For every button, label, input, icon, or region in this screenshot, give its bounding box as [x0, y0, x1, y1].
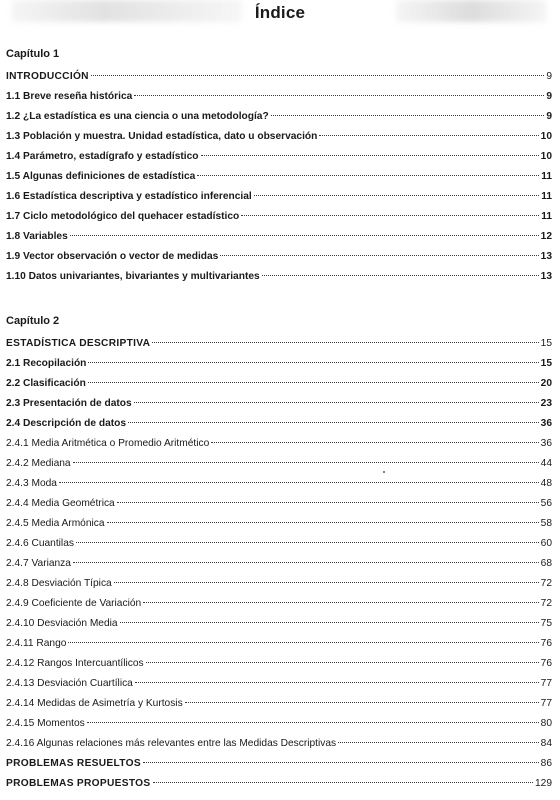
dot-leader: [197, 175, 539, 176]
dot-leader: [117, 502, 539, 503]
dot-leader: [88, 382, 539, 383]
toc-entry-label: 2.4.7 Varianza: [6, 558, 71, 569]
toc-entry-page: 129: [535, 778, 552, 789]
toc-entry-page: 13: [540, 251, 552, 262]
dot-leader: [143, 602, 538, 603]
toc-entry-label: 2.4.2 Mediana: [6, 458, 71, 469]
toc-entry-page: 12: [540, 231, 552, 242]
toc-entry-1-6[interactable]: [6, 187, 552, 207]
dot-leader: [153, 782, 534, 783]
toc-entry-1-1[interactable]: [6, 87, 552, 107]
toc-entry-label: ESTADÍSTICA DESCRIPTIVA: [6, 338, 151, 349]
toc-entry-label: 2.4.5 Media Armónica: [6, 518, 105, 529]
dot-leader: [262, 275, 539, 276]
toc-entry-problemas-resueltos[interactable]: [6, 754, 552, 774]
dot-leader: [76, 542, 539, 543]
toc-entry-2-4-15[interactable]: [6, 714, 552, 734]
toc-entry-page: 23: [540, 398, 552, 409]
toc-entry-label: 1.8 Variables: [6, 231, 68, 242]
dot-leader: [201, 155, 539, 156]
toc-entry-page: 20: [540, 378, 552, 389]
toc-entry-introduccion[interactable]: [6, 67, 552, 87]
toc-entry-page: 76: [540, 658, 552, 669]
toc-entry-2-4-9[interactable]: [6, 594, 552, 614]
toc-entry-1-2[interactable]: [6, 107, 552, 127]
toc-entry-estadistica-descriptiva[interactable]: [6, 334, 552, 354]
toc-entry-2-4-11[interactable]: [6, 634, 552, 654]
toc-entry-2-4-4[interactable]: [6, 494, 552, 514]
toc-entry-1-7[interactable]: [6, 207, 552, 227]
toc-entry-page: 77: [540, 678, 552, 689]
toc-entry-label: 2.4.3 Moda: [6, 478, 57, 489]
toc-entry-2-4-12[interactable]: [6, 654, 552, 674]
toc-entry-label: 1.2 ¿La estadística es una ciencia o una metodología?: [6, 111, 269, 122]
toc-entry-page: 13: [540, 271, 552, 282]
dot-leader: [88, 362, 538, 363]
toc-entry-label: 2.2 Clasificación: [6, 378, 86, 389]
chapter-2-heading: Capítulo 2: [6, 315, 60, 327]
toc-entry-label: 2.4.6 Cuantilas: [6, 538, 74, 549]
toc-entry-2-4-13[interactable]: [6, 674, 552, 694]
toc-entry-2-4[interactable]: [6, 414, 552, 434]
toc-entry-page: 76: [540, 638, 552, 649]
toc-entry-2-4-7[interactable]: [6, 554, 552, 574]
dot-leader: [68, 642, 538, 643]
toc-entry-page: 11: [541, 211, 552, 222]
toc-entry-page: 15: [540, 338, 552, 349]
toc-entry-label: 1.3 Población y muestra. Unidad estadística, dato u observación: [6, 131, 318, 142]
dot-leader: [220, 255, 538, 256]
dot-leader: [319, 135, 538, 136]
toc-entry-label: 2.4.8 Desviación Típica: [6, 578, 112, 589]
table-of-contents: [6, 46, 552, 794]
toc-entry-2-4-14[interactable]: [6, 694, 552, 714]
dot-leader: [241, 215, 539, 216]
toc-entry-page: 60: [540, 538, 552, 549]
toc-entry-2-4-16[interactable]: [6, 734, 552, 754]
dot-leader: [338, 742, 539, 743]
toc-entry-page: 9: [546, 111, 552, 122]
dot-leader: [70, 235, 539, 236]
toc-entry-page: 11: [541, 191, 552, 202]
toc-entry-page: 72: [540, 598, 552, 609]
toc-entry-label: 2.3 Presentación de datos: [6, 398, 132, 409]
toc-entry-label: 2.4.1 Media Aritmética o Promedio Aritmético: [6, 438, 210, 449]
page-title: Índice: [254, 3, 306, 22]
toc-entry-problemas-propuestos[interactable]: [6, 774, 552, 794]
dot-leader: [59, 482, 539, 483]
toc-entry-label: INTRODUCCIÓN: [6, 71, 89, 82]
toc-entry-label: 2.4.15 Momentos: [6, 718, 85, 729]
toc-entry-page: 86: [540, 758, 552, 769]
toc-entry-2-2[interactable]: [6, 374, 552, 394]
dot-leader: [73, 462, 539, 463]
toc-entry-page: 44: [540, 458, 552, 469]
toc-entry-page: 75: [540, 618, 552, 629]
toc-entry-1-5[interactable]: [6, 167, 552, 187]
toc-entry-2-4-10[interactable]: [6, 614, 552, 634]
toc-entry-1-8[interactable]: [6, 227, 552, 247]
toc-entry-label: 2.4.14 Medidas de Asimetría y Kurtosis: [6, 698, 183, 709]
dot-leader: [128, 422, 539, 423]
toc-entry-label: 2.4.16 Algunas relaciones más relevantes entre las Medidas Descriptivas: [6, 738, 337, 749]
dot-leader: [91, 75, 544, 76]
dot-leader: [254, 195, 539, 196]
toc-entry-label: 1.6 Estadística descriptiva y estadístico inferencial: [6, 191, 252, 202]
toc-entry-label: 1.9 Vector observación o vector de medidas: [6, 251, 219, 262]
toc-entry-label: 2.4.9 Coeficiente de Variación: [6, 598, 142, 609]
dot-leader: [134, 402, 539, 403]
chapter-1-heading: Capítulo 1: [6, 48, 60, 60]
toc-entry-label: 2.4.13 Desviación Cuartílica: [6, 678, 133, 689]
toc-entry-label: 2.4.10 Desviación Media: [6, 618, 118, 629]
dot-leader: [134, 95, 544, 96]
dot-leader: [120, 622, 539, 623]
toc-entry-label: 1.10 Datos univariantes, bivariantes y multivariantes: [6, 271, 260, 282]
toc-entry-page: 58: [540, 518, 552, 529]
toc-entry-label: 2.4.11 Rango: [6, 638, 67, 649]
toc-entry-2-4-8[interactable]: [6, 574, 552, 594]
toc-entry-label: 1.7 Ciclo metodológico del quehacer estadístico: [6, 211, 240, 222]
dot-leader: [152, 342, 538, 343]
toc-entry-label: 2.4 Descripción de datos: [6, 418, 127, 429]
toc-entry-page: 72: [540, 578, 552, 589]
toc-entry-page: 68: [540, 558, 552, 569]
toc-entry-label: 2.4.12 Rangos Intercuantílicos: [6, 658, 144, 669]
dot-leader: [114, 582, 539, 583]
toc-entry-2-4-6[interactable]: [6, 534, 552, 554]
toc-entry-page: 48: [540, 478, 552, 489]
dot-leader: [73, 562, 539, 563]
toc-entry-page: 80: [540, 718, 552, 729]
toc-entry-page: 36: [540, 438, 552, 449]
toc-entry-2-4-1[interactable]: [6, 434, 552, 454]
scan-speck: [383, 471, 385, 473]
toc-entry-label: 2.1 Recopilación: [6, 358, 87, 369]
toc-entry-2-4-5[interactable]: [6, 514, 552, 534]
toc-entry-2-4-3[interactable]: [6, 474, 552, 494]
toc-entry-1-3[interactable]: [6, 127, 552, 147]
toc-entry-1-9[interactable]: [6, 247, 552, 267]
toc-entry-1-10[interactable]: [6, 267, 552, 287]
toc-entry-label: PROBLEMAS RESUELTOS: [6, 758, 141, 769]
toc-entry-page: 11: [541, 171, 552, 182]
dot-leader: [107, 522, 539, 523]
dot-leader: [211, 442, 538, 443]
toc-entry-page: 84: [540, 738, 552, 749]
toc-entry-2-3[interactable]: [6, 394, 552, 414]
toc-entry-label: 1.5 Algunas definiciones de estadística: [6, 171, 196, 182]
toc-entry-label: 1.4 Parámetro, estadígrafo y estadístico: [6, 151, 199, 162]
toc-entry-1-4[interactable]: [6, 147, 552, 167]
dot-leader: [146, 662, 539, 663]
toc-entry-page: 9: [546, 71, 552, 82]
toc-entry-label: PROBLEMAS PROPUESTOS: [6, 778, 151, 789]
toc-entry-page: 9: [546, 91, 552, 102]
toc-entry-page: 36: [540, 418, 552, 429]
toc-entry-label: 2.4.4 Media Geométrica: [6, 498, 115, 509]
dot-leader: [135, 682, 539, 683]
toc-entry-label: 1.1 Breve reseña histórica: [6, 91, 133, 102]
toc-entry-page: 10: [540, 131, 552, 142]
toc-entry-page: 56: [540, 498, 552, 509]
dot-leader: [87, 722, 539, 723]
toc-entry-2-4-2[interactable]: [6, 454, 552, 474]
dot-leader: [271, 115, 545, 116]
toc-entry-2-1[interactable]: [6, 354, 552, 374]
toc-entry-page: 15: [540, 358, 552, 369]
dot-leader: [143, 762, 539, 763]
toc-entry-page: 10: [540, 151, 552, 162]
toc-entry-page: 77: [540, 698, 552, 709]
dot-leader: [185, 702, 539, 703]
